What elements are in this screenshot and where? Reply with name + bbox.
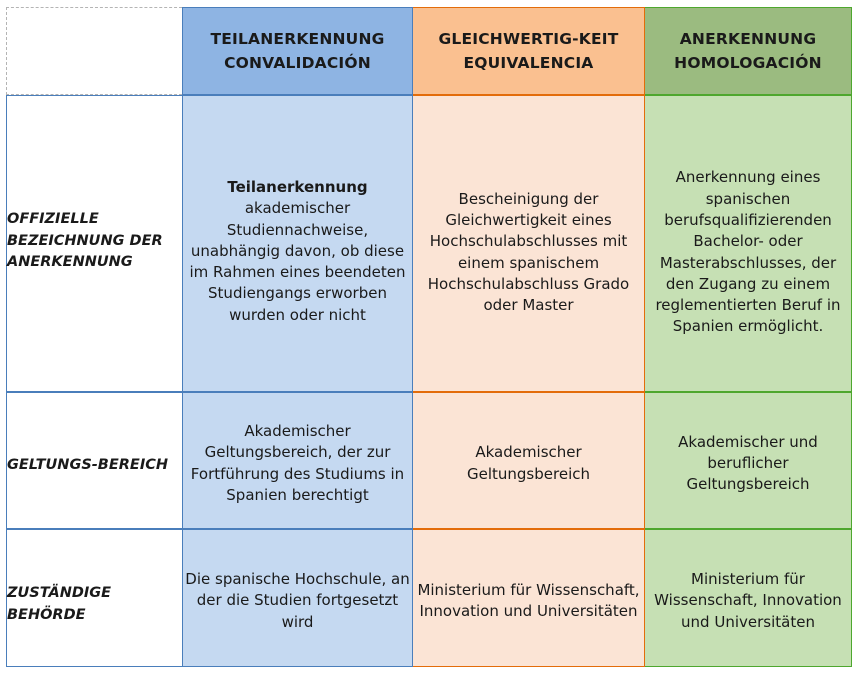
row-label-offizielle-bezeichnung [6,95,182,392]
row-label-text: OFFIZIELLE BEZEICHNUNG DER ANERKENNUNG [7,210,163,271]
header-anerkennung-es: HOMOLOGACIÓN [674,54,822,72]
header-gleichwertigkeit-es: EQUIVALENCIA [463,54,594,72]
header-teilanerkennung-de: TEILANERKENNUNG [210,29,385,48]
recognition-comparison-table [6,7,852,667]
cell-geltungsbereich-gleichwertigkeit [413,392,645,529]
cell-text: Ministerium für Wissenschaft, Innovation und Universitäten [417,580,640,620]
cell-offizielle-teilanerkennung [182,95,413,392]
cell-text: akademischer Studiennachweise, unabhängig davon, ob diese im Rahmen eines beendeten Studiengangs erworben wurden oder nicht [189,199,406,324]
cell-behoerde-teilanerkennung [182,529,413,667]
row-label-text: ZUSTÄNDIGE BEHÖRDE [7,585,112,623]
cell-text: Anerkennung eines spanischen berufsqualifizierenden Bachelor- oder Masterabschlusses, der den Zugang zu einem reglementierten Beruf in Spanien ermöglicht. [655,168,841,336]
table-row [6,529,852,667]
header-gleichwertigkeit-de: GLEICHWERTIG-KEIT [438,29,619,48]
cell-text: Akademischer und beruflicher Geltungsbereich [678,432,818,494]
cell-text: Ministerium für Wissenschaft, Innovation und Universitäten [654,570,842,631]
row-label-geltungsbereich [6,392,182,529]
cell-offizielle-gleichwertigkeit [413,95,645,392]
cell-geltungsbereich-teilanerkennung [182,392,413,529]
cell-text: Akademischer Geltungsbereich [467,443,590,483]
header-teilanerkennung-es: CONVALIDACIÓN [224,54,371,72]
cell-text: Akademischer Geltungsbereich, der zur Fortführung des Studiums in Spanien berechtigt [190,421,405,504]
table-row [6,392,852,529]
cell-emphasis-teilanerkennung: Teilanerkennung [227,177,368,196]
cell-text: Die spanische Hochschule, an der die Studien fortgesetzt wird [185,570,410,631]
header-anerkennung-de: ANERKENNUNG [679,29,817,48]
cell-behoerde-anerkennung [645,529,852,667]
header-cell-gleichwertigkeit [413,7,645,95]
row-label-zustaendige-behoerde [6,529,182,667]
header-cell-empty [6,7,182,95]
table-row [6,95,852,392]
header-cell-anerkennung [645,7,852,95]
cell-behoerde-gleichwertigkeit [413,529,645,667]
table-header-row [6,7,852,95]
header-cell-teilanerkennung [182,7,413,95]
cell-geltungsbereich-anerkennung [645,392,852,529]
row-label-text: GELTUNGS-BEREICH [7,456,169,473]
cell-offizielle-anerkennung [645,95,852,392]
cell-text: Bescheinigung der Gleichwertigkeit eines Hochschulabschlusses mit einem spanischem Hochschulabschluss Grado oder Master [427,189,630,315]
